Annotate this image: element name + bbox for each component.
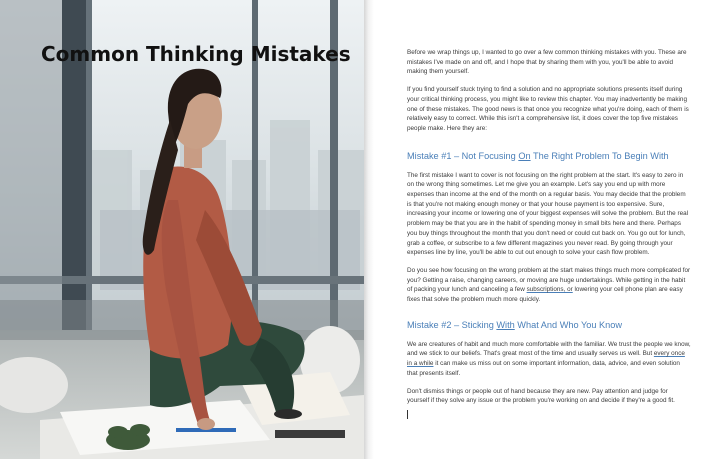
mistake-2-paragraph-1-underlined: every once in a while: [407, 350, 685, 368]
mistake-1-paragraph-2: [407, 266, 691, 305]
mistake-1-paragraph-2-start: Do you see how focusing on the wrong problem at the start makes things much more complicated for you? Getting a raise, changing careers, or moving are huge undertakings. While getting in the habit of packing your lunch and canceling a few: [407, 266, 691, 294]
mistake-2-heading-underlined: With: [496, 319, 515, 330]
mistake-2-heading-end: What And Who You Know: [514, 319, 623, 330]
mistake-1-paragraph-1: The first mistake I want to cover is not focusing on the right problem at the start. It's easy to zero in on the wrong thing sometimes. Let me give you an example. Let's say you end up with more expenses than income at the end of the month on a regular basis. You may decide that the problem is that you're not making enough money or that your house payment is too expensive. Sure, increasing your income or lowering one of your biggest expenses will solve the problem. But the real problem may be that you are in the habit of spending money in small bits here and there. Perhaps you buy things throughout the month that you don't need or could cut back on. You go out for lunch, grab a coffee, or subscribe to a few different magazines you never read. By going through your expenses line by line, you'll be able to cut out enough to solve your cash flow problem.: [407, 171, 689, 257]
text-cursor: [407, 410, 408, 419]
mistake-2-heading-start: Mistake #2 – Sticking: [407, 319, 497, 330]
document-title: Common Thinking Mistakes: [41, 42, 351, 66]
intro-paragraph-1: Before we wrap things up, I wanted to go over a few common thinking mistakes with you. These are mistakes I've made on and off, and I hope that by sharing them with you, you'll be able to avoid making them yourself.: [407, 49, 687, 76]
mistake-1-heading: [407, 150, 691, 162]
mistake-2-paragraph-1-start: We are creatures of habit and much more comfortable with the familiar. We trust the people we know, and we stick to our beliefs. That's great most of the time and usually serves us well. But: [407, 340, 691, 358]
text-page[interactable]: [374, 0, 720, 459]
mistake-2-paragraph-1: [407, 340, 691, 379]
intro-paragraph-2: If you find yourself stuck trying to find a solution and no appropriate solutions presents itself during your critical thinking process, you might like to review this chapter. You may inadvertently be making one of these mistakes. The good news is that once you recognize what you're doing, each of them is relatively easy to correct. While this isn't a comprehensive list, it does cover the top five mistakes people make. Here they are:: [407, 86, 689, 132]
text-body[interactable]: [407, 48, 691, 419]
mistake-1-heading-underlined: On: [518, 150, 531, 161]
mistake-1-heading-start: Mistake #1 – Not Focusing: [407, 150, 519, 161]
mistake-1-heading-end: The Right Problem To Begin With: [530, 150, 669, 161]
mistake-2-paragraph-1-end: it can make us miss out on some important information, data, advice, and even solution that presents itself.: [407, 360, 680, 377]
mistake-1-paragraph-2-underlined: subscriptions, or: [526, 286, 573, 294]
mistake-1-paragraph-2-end: lowering your cell phone plan are easy fixes that solve the problem much more quickly.: [407, 286, 683, 304]
mistake-2-heading: [407, 319, 691, 331]
mistake-2-paragraph-2: Don't dismiss things or people out of hand because they are new. Pay attention and judge for yourself if they solve any issue or the problem you're working on and decide if they're a good fit.: [407, 387, 675, 405]
page-gutter: [364, 0, 374, 459]
